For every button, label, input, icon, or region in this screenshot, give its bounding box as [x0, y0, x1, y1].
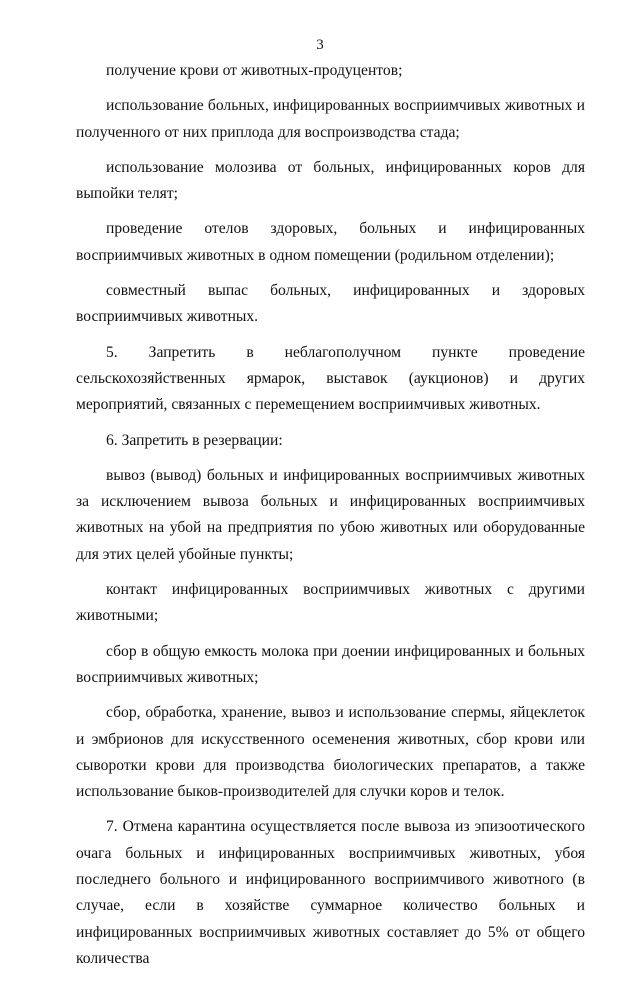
paragraph-item-6-heading: 6. Запретить в резервации: [106, 431, 283, 449]
paragraph-animal-removal: вывоз (вывод) больных и инфицированных восприимчивых животных за исключением вывоза больных и инфицированных восприимчивых животных на убой на предприятия по убою животных или оборудованные для этих целей убойные пункты; [76, 466, 585, 563]
paragraph-sperm-and-embryos: сбор, обработка, хранение, вывоз и использование спермы, яйцеклеток и эмбрионов для искусственного осеменения животных, сбор крови или сыворотки крови для производства биологических препаратов, а также использование быков-производителей для случки коров и телок. [76, 704, 585, 801]
paragraph-joint-grazing: совместный выпас больных, инфицированных и здоровых восприимчивых животных. [76, 282, 585, 326]
page-number: 3 [316, 37, 324, 53]
document-body [76, 58, 585, 981]
paragraph-blood-from-producers: получение крови от животных-продуцентов; [106, 62, 403, 79]
paragraph-item-5: 5. Запретить в неблагополучном пункте проведение сельскохозяйственных ярмарок, выставок (аукционов) и других мероприятий, связанных с перемещением восприимчивых животных. [76, 343, 585, 414]
paragraph-item-7: 7. Отмена карантина осуществляется после вывоза из эпизоотического очага больных и инфицированных восприимчивых животных, убоя последнего больного и инфицированного восприимчивого животного (в случае, если в хозяйстве суммарное количество больных и инфицированных восприимчивых животных составляет до 5% от общего количества [76, 818, 585, 967]
paragraph-colostrum-use: использование молозива от больных, инфицированных коров для выпойки телят; [76, 158, 585, 203]
paragraph-contact: контакт инфицированных восприимчивых животных с другими животными; [76, 581, 585, 625]
paragraph-milk-collection: сбор в общую емкость молока при доении инфицированных и больных восприимчивых животных; [76, 642, 585, 686]
paragraph-use-of-sick-animals: использование больных, инфицированных восприимчивых животных и полученного от них приплода для воспроизводства стада; [76, 97, 585, 141]
paragraph-calving: проведение отелов здоровых, больных и инфицированных восприимчивых животных в одном помещении (родильном отделении); [76, 220, 585, 264]
